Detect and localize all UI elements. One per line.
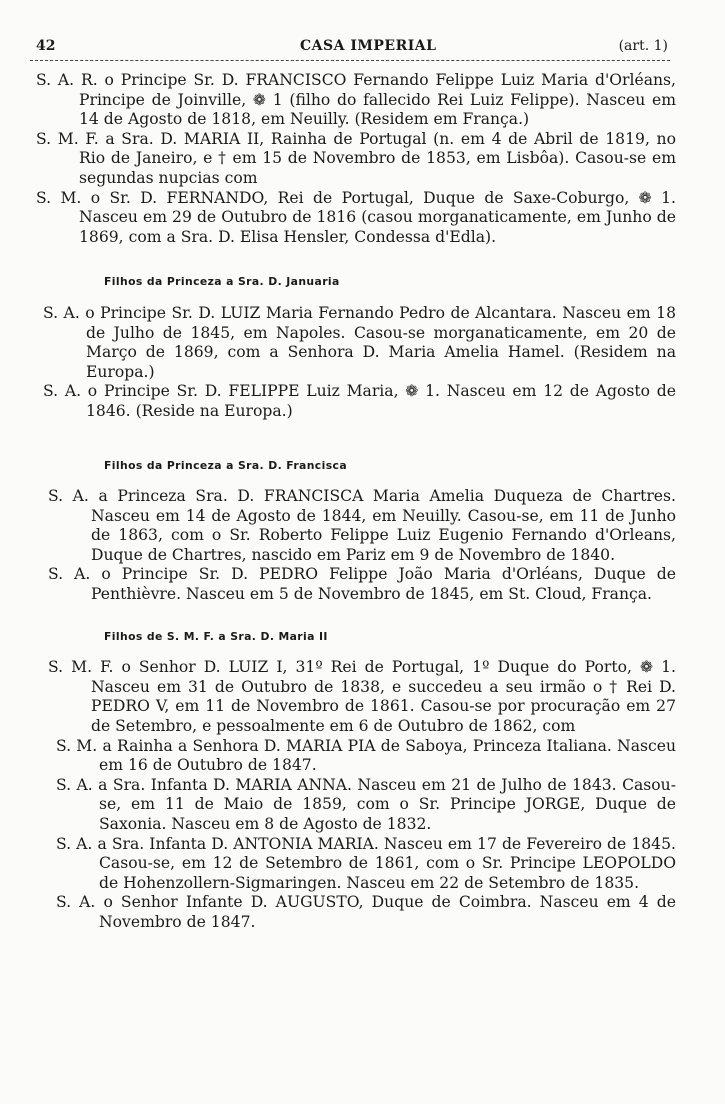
entry-maria-ii: S. M. F. a Sra. D. MARIA II, Rainha de Portugal (n. em 4 de Abril de 1819, no Rio de Janeiro, e † em 15 de Novembro de 1853, em Lisbôa). Casou-se em segundas nupcias com [36,129,676,187]
entry-maria-anna: S. A. a Sra. Infanta D. MARIA ANNA. Nasceu em 21 de Julho de 1843. Casou-se, em 11 de Maio de 1859, com o Sr. Principe JORGE, Duque de Saxonia. Nasceu em 8 de Agosto de 1832. [56,775,676,833]
entry-francisco-joinville: S. A. R. o Principe Sr. D. FRANCISCO Fernando Felippe Luiz Maria d'Orléans, Principe de Joinville, ❁ 1 (filho do fallecido Rei Luiz Felippe). Nasceu em 14 de Agosto de 1818, em Neuilly. (Residem em França.) [36,71,676,129]
entry-pedro-penthievre: S. A. o Principe Sr. D. PEDRO Felippe João Maria d'Orléans, Duque de Penthièvre. Nasceu em 5 de Novembro de 1845, em St. Cloud, França. [48,565,676,604]
article-reference: (art. 1) [618,38,668,54]
entry-augusto: S. A. o Senhor Infante D. AUGUSTO, Duque de Coimbra. Nasceu em 4 de Novembro de 1847. [56,893,676,931]
page-number: 42 [36,38,56,54]
heading-filhos-francisca: Filhos da Princeza a Sra. D. Francisca [104,458,348,472]
heading-filhos-januaria: Filhos da Princeza a Sra. D. Januaria [104,275,340,289]
entry-fernando: S. M. o Sr. D. FERNANDO, Rei de Portugal, Duque de Saxe-Coburgo, ❁ 1. Nasceu em 29 de Outubro de 1816 (casou morganaticamente, em Junho de 1869, com a Sra. D. Elisa Hensler, Condessa d'Edla). [36,188,676,246]
entry-antonia-maria: S. A. a Sra. Infanta D. ANTONIA MARIA. Nasceu em 17 de Fevereiro de 1845. Casou-se, em 12 de Setembro de 1861, com o Sr. Principe LEOPOLDO de Hohenzollern-Sigmaringen. Nasceu em 22 de Setembro de 1835. [56,834,676,892]
entry-francisca-chartres: S. A. a Princeza Sra. D. FRANCISCA Maria Amelia Duqueza de Chartres. Nasceu em 14 de Agosto de 1844, em Neuilly. Casou-se, em 11 de Junho de 1863, com o Sr. Roberto Felippe Luiz Eugenio Fernando d'Orleans, Duque de Chartres, nascido em Pariz em 9 de Novembro de 1840. [48,487,676,564]
page-body [36,71,676,933]
entry-luiz-maria: S. A. o Principe Sr. D. LUIZ Maria Fernando Pedro de Alcantara. Nasceu em 18 de Julho de 1845, em Napoles. Casou-se morganaticamente, em 20 de Março de 1869, com a Senhora D. Maria Amelia Hamel. (Residem na Europa.) [43,303,676,381]
page-title: CASA IMPERIAL [300,38,437,54]
heading-filhos-maria-ii: Filhos de S. M. F. a Sra. D. Maria II [104,629,328,643]
entry-felippe-luiz: S. A. o Principe Sr. D. FELIPPE Luiz Maria, ❁ 1. Nasceu em 12 de Agosto de 1846. (Reside na Europa.) [43,382,676,420]
running-header [30,34,670,61]
entry-luiz-i: S. M. F. o Senhor D. LUIZ I, 31º Rei de Portugal, 1º Duque do Porto, ❁ 1. Nasceu em 31 de Outubro de 1838, e succedeu a seu irmão o † Rei D. PEDRO V, em 11 de Novembro de 1861. Casou-se por procuração em 27 de Setembro, e pessoalmente em 6 de Outubro de 1862, com [48,658,676,736]
entry-maria-pia: S. M. a Rainha a Senhora D. MARIA PIA de Saboya, Princeza Italiana. Nasceu em 16 de Outubro de 1847. [56,736,676,775]
